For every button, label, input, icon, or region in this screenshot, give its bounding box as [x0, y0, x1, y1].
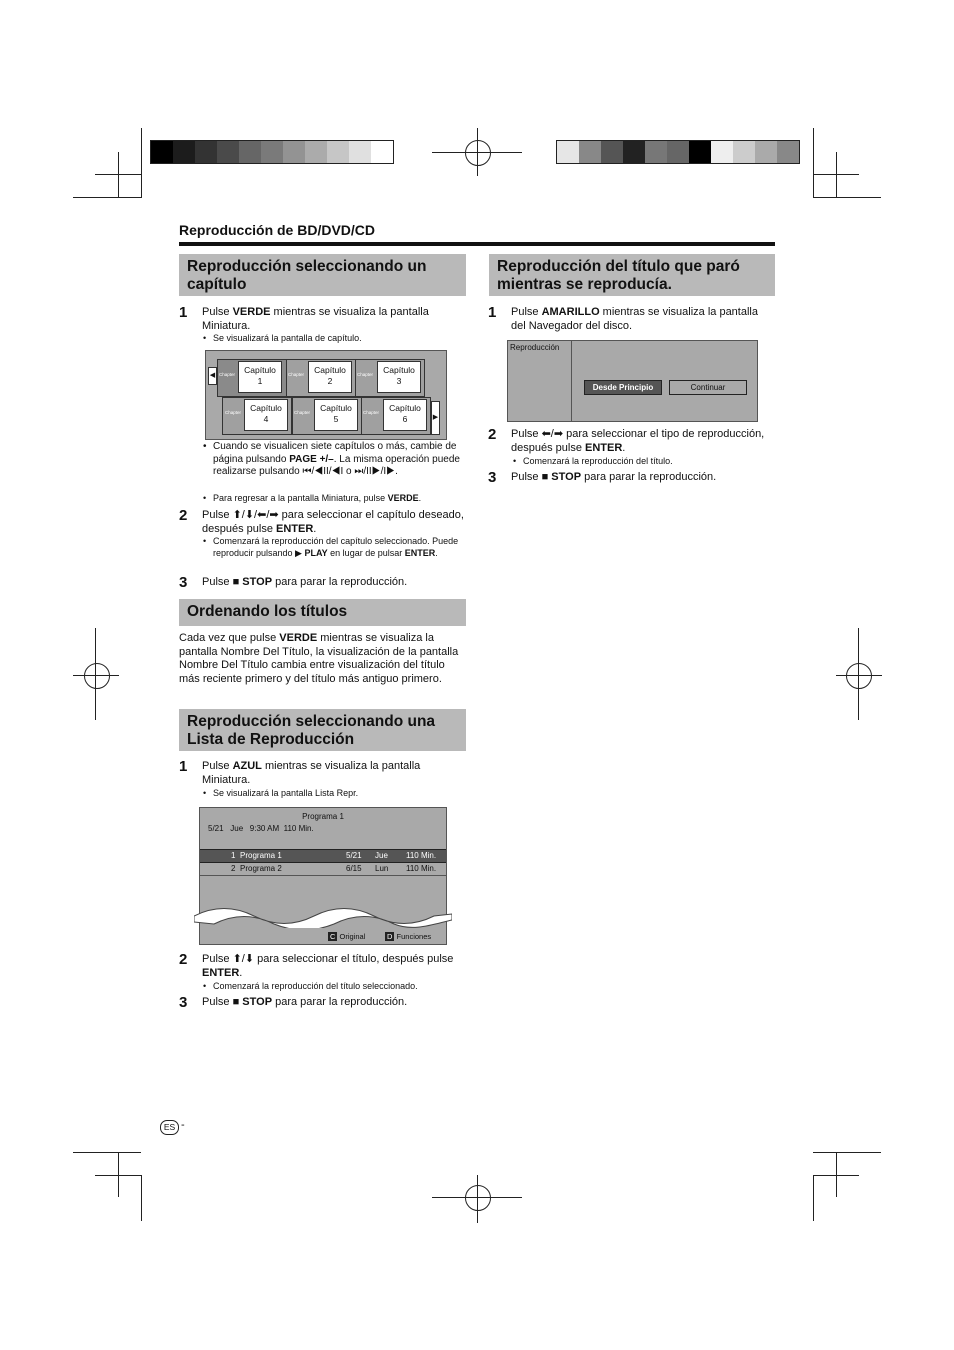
- step-text: Pulse ■ STOP para parar la reproducción.: [202, 576, 408, 588]
- step-text: Pulse ⬅/➡ para seleccionar el tipo de reproducción, después pulse ENTER.: [511, 428, 765, 454]
- step-number: 2: [179, 507, 188, 524]
- step-note: • Comenzará la reproducción del capítulo seleccionado. Puede reproducir pulsando ▶ PLAY en lugar de pulsar ENTER.: [213, 535, 467, 559]
- step-text: Pulse AMARILLO mientras se visualiza la pantalla del Navegador del disco.: [511, 306, 758, 332]
- chapter-tag: Chapter: [288, 372, 305, 377]
- step-number: 3: [179, 994, 188, 1011]
- chapter-thumb-6[interactable]: Capítulo 6: [383, 399, 427, 431]
- section-header: Reproducción de BD/DVD/CD: [179, 222, 376, 238]
- page-change-note: • Cuando se visualicen siete capítulos o más, cambie de página pulsando PAGE +/–. La misma operación puede realizarse pulsando ⏮/◀II/◀I o ⏭/II▶/I▶.: [213, 441, 465, 479]
- step-note: • Comenzará la reproducción del título seleccionado.: [213, 980, 463, 992]
- step-number: 1: [179, 758, 188, 775]
- step-text: Pulse ■ STOP para parar la reproducción.: [202, 996, 408, 1008]
- step-number: 1: [179, 304, 188, 321]
- sort-body: Cada vez que pulse VERDE mientras se visualiza la pantalla Nombre Del Título, la visualización de la pantalla Nombre Del Título cambia entre visualización del título más reciente primero y del título más antiguo primero.: [179, 632, 459, 685]
- chapter-thumb-3[interactable]: Capítulo 3: [377, 361, 421, 393]
- playlist-row[interactable]: 2 Programa 2 6/15 Lun 110 Min.: [200, 863, 446, 876]
- chapter-tag: Chapter: [219, 372, 236, 377]
- resume-screen-label: Reproducción: [510, 343, 560, 352]
- wave-break: [194, 906, 452, 928]
- chapter-section-title: Reproducción seleccionando un capítulo: [179, 254, 466, 296]
- chapter-screen: [205, 350, 447, 440]
- chapter-thumb-1[interactable]: Capítulo 1: [238, 361, 282, 393]
- return-note: • Para regresar a la pantalla Miniatura, pulse VERDE.: [213, 492, 465, 504]
- sort-section-title: Ordenando los títulos: [179, 599, 466, 626]
- step-text: Pulse ⬆/⬇ para seleccionar el título, después pulse ENTER.: [202, 953, 454, 979]
- step-number: 2: [179, 951, 188, 968]
- step-text: Pulse ■ STOP para parar la reproducción.: [511, 471, 717, 483]
- chapter-thumb-2[interactable]: Capítulo 2: [308, 361, 352, 393]
- chapter-thumb-4[interactable]: Capítulo 4: [244, 399, 288, 431]
- start-from-beginning-button[interactable]: Desde Principio: [584, 380, 662, 395]
- playlist-screen: [199, 807, 447, 945]
- chapter-tag: Chapter: [363, 410, 380, 415]
- header-rule: [179, 242, 775, 246]
- chapter-tag: Chapter: [225, 410, 242, 415]
- scroll-right-arrow[interactable]: ▶: [431, 401, 440, 435]
- scroll-left-arrow[interactable]: ◀: [208, 367, 217, 385]
- program-info: 5/21 Jue 9:30 AM 110 Min.: [208, 824, 314, 833]
- step-number: 1: [488, 304, 497, 321]
- playlist-row-selected[interactable]: 1 Programa 1 5/21 Jue 110 Min.: [200, 849, 446, 863]
- step-text: Pulse ⬆/⬇/⬅/➡ para seleccionar el capítulo deseado, después pulse ENTER.: [202, 509, 464, 535]
- functions-button[interactable]: D Funciones: [387, 932, 432, 941]
- step-note: • Se visualizará la pantalla Lista Repr.: [213, 787, 463, 799]
- chapter-tag: Chapter: [357, 372, 374, 377]
- step-text: Pulse AZUL mientras se visualiza la pantalla Miniatura.: [202, 760, 421, 786]
- chapter-tag: Chapter: [294, 410, 311, 415]
- chapter-thumb-5[interactable]: Capítulo 5: [314, 399, 358, 431]
- resume-section-title: Reproducción del título que paró mientras se reproducía.: [489, 254, 775, 296]
- step-note: • Se visualizará la pantalla de capítulo.: [213, 332, 463, 344]
- grayscale-bar-right: [556, 140, 800, 164]
- step-text: Pulse VERDE mientras se visualiza la pantalla Miniatura.: [202, 306, 429, 332]
- step-note: • Comenzará la reproducción del título.: [523, 455, 773, 467]
- step-number: 3: [179, 574, 188, 591]
- playlist-section-title: Reproducción seleccionando una Lista de Reproducción: [179, 709, 466, 751]
- continue-button[interactable]: Continuar: [669, 380, 747, 395]
- page-number: -: [181, 1119, 185, 1131]
- step-number: 2: [488, 426, 497, 443]
- grayscale-bar-left: [150, 140, 394, 164]
- program-title: Programa 1: [302, 812, 344, 821]
- step-number: 3: [488, 469, 497, 486]
- original-button[interactable]: C Original: [330, 932, 366, 941]
- resume-screen: [507, 340, 758, 422]
- language-badge: ES: [160, 1120, 179, 1135]
